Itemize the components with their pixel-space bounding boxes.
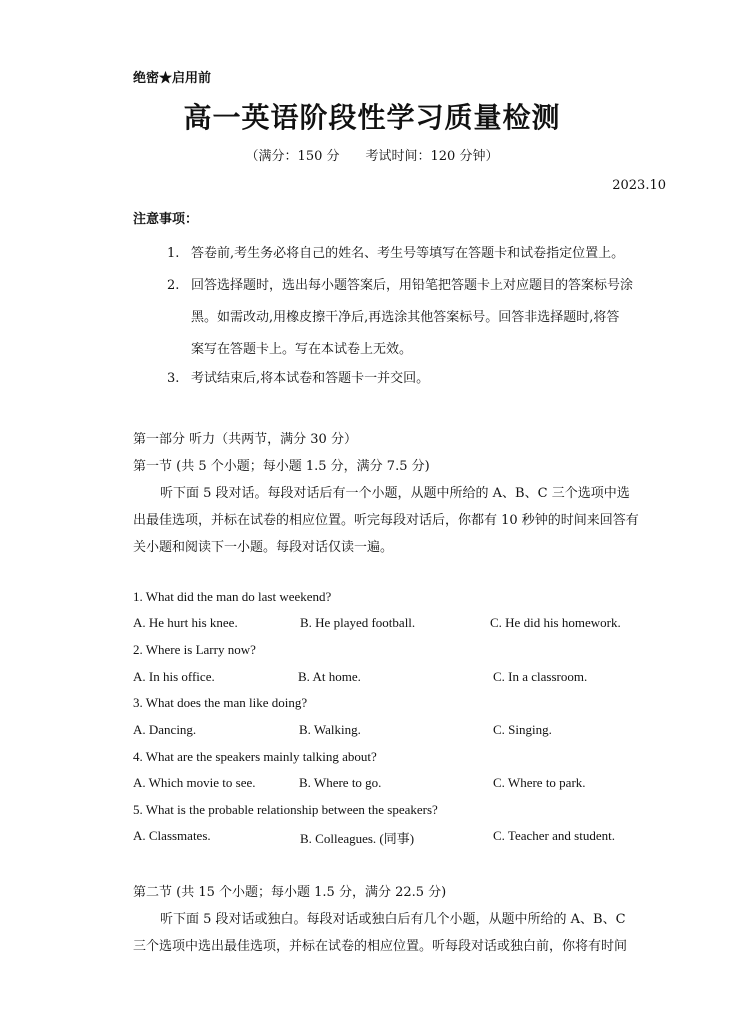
section2-instructions-line: 听下面 5 段对话或独白。每段对话或独白后有几个小题，从题中所给的 A、B、C	[160, 912, 626, 927]
option-a: A. Which movie to see.	[133, 775, 256, 790]
exam-date: 2023.10	[612, 178, 666, 193]
option-a: A. Classmates.	[133, 828, 211, 843]
option-a: A. Dancing.	[133, 722, 197, 737]
exam-title: 高一英语阶段性学习质量检测	[183, 101, 561, 134]
section2-heading: 第二节 (共 15 个小题；每小题 1.5 分，满分 22.5 分)	[133, 885, 447, 900]
notice-item	[167, 242, 624, 261]
option-b: B. Where to go.	[299, 775, 382, 790]
option-c: C. Singing.	[493, 722, 552, 737]
confidential-label: 绝密★启用前	[133, 71, 212, 86]
option-a: A. He hurt his knee.	[133, 615, 238, 630]
section1-instructions-line: 出最佳选项，并标在试卷的相应位置。听完每段对话后，你都有 10 秒钟的时间来回答有	[133, 513, 639, 528]
exam-meta	[0, 145, 744, 164]
notice-item-number: 3.	[167, 371, 180, 386]
option-b: B. At home.	[298, 669, 361, 684]
notice-item-text: 考试结束后,将本试卷和答题卡一并交回。	[191, 371, 430, 386]
option-c: C. He did his homework.	[490, 615, 621, 630]
option-c: C. In a classroom.	[493, 669, 588, 684]
option-c: C. Where to park.	[493, 775, 586, 790]
notice-item-continuation: 案写在答题卡上。写在本试卷上无效。	[191, 342, 413, 357]
option-a: A. In his office.	[133, 669, 215, 684]
option-b: B. Colleagues. (同事)	[300, 831, 415, 846]
notice-heading: 注意事项：	[133, 212, 199, 227]
section1-heading: 第一节 (共 5 个小题；每小题 1.5 分，满分 7.5 分)	[133, 459, 430, 474]
option-b: B. Walking.	[299, 722, 361, 737]
option-c: C. Teacher and student.	[493, 828, 615, 843]
notice-item-number: 1.	[167, 246, 180, 261]
section2-instructions-line: 三个选项中选出最佳选项，并标在试卷的相应位置。听每段对话或独白前，你将有时间	[133, 939, 628, 954]
question-text: 5. What is the probable relationship between the speakers?	[133, 802, 438, 817]
notice-item	[167, 274, 633, 293]
question-text: 4. What are the speakers mainly talking about?	[133, 749, 377, 764]
option-b: B. He played football.	[300, 615, 416, 630]
notice-item-text: 答卷前,考生务必将自己的姓名、考生号等填写在答题卡和试卷指定位置上。	[191, 246, 625, 261]
notice-item	[167, 367, 429, 386]
question-text: 3. What does the man like doing?	[133, 695, 308, 710]
exam-time: 考试时间：120 分钟）	[365, 149, 499, 164]
part1-heading: 第一部分 听力（共两节，满分 30 分）	[133, 432, 357, 447]
notice-item-number: 2.	[167, 278, 180, 293]
notice-item-continuation: 黑。如需改动,用橡皮擦干净后,再选涂其他答案标号。回答非选择题时,将答	[191, 310, 620, 325]
full-marks: （满分：150 分	[245, 149, 340, 164]
section1-instructions-line: 听下面 5 段对话。每段对话后有一个小题，从题中所给的 A、B、C 三个选项中选	[160, 486, 630, 501]
question-text: 2. Where is Larry now?	[133, 642, 256, 657]
notice-item-text: 回答选择题时，选出每小题答案后，用铅笔把答题卡上对应题目的答案标号涂	[191, 278, 634, 293]
section1-instructions-line: 关小题和阅读下一小题。每段对话仅读一遍。	[133, 540, 394, 555]
question-text: 1. What did the man do last weekend?	[133, 589, 332, 604]
